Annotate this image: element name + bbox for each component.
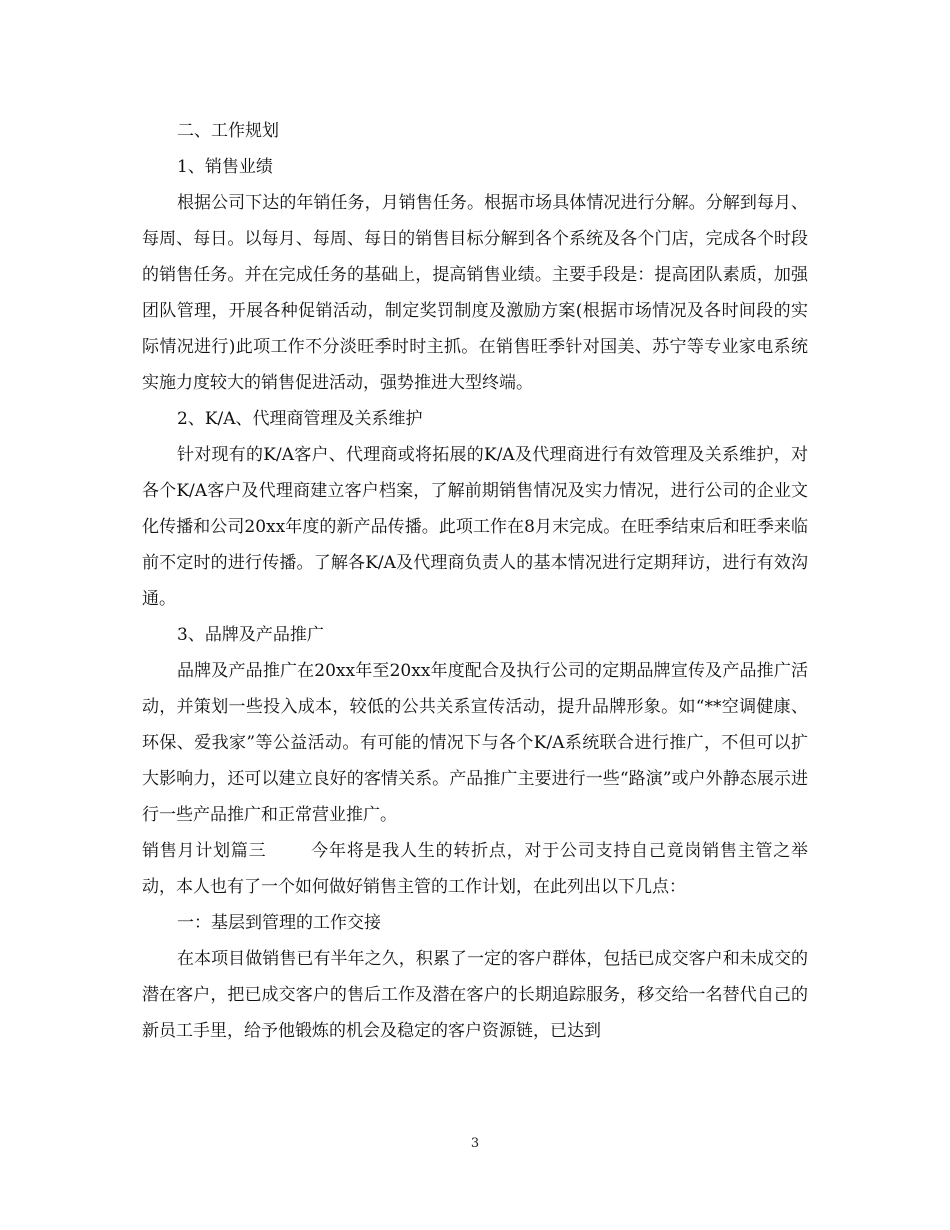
subheading-handover: 一：基层到管理的工作交接 xyxy=(177,913,381,933)
section-title-sales-plan-part-three: 销售月计划篇三 xyxy=(142,841,267,861)
document-body xyxy=(142,113,808,1049)
paragraph-sales-plan-part-three xyxy=(142,833,808,905)
subheading-ka-agent-management: 2、K/A、代理商管理及关系维护 xyxy=(177,409,423,429)
subheading-brand-promotion: 3、品牌及产品推广 xyxy=(177,625,324,645)
paragraph-handover: 在本项目做销售已有半年之久，积累了一定的客户群体，包括已成交客户和未成交的潜在客户，把已成交客户的售后工作及潜在客户的长期追踪服务，移交给一名替代自己的新员工手里，给予他锻炼的机会及稳定的客户资源链，已达到 xyxy=(142,949,808,1041)
heading-work-plan: 二、工作规划 xyxy=(177,121,279,141)
paragraph-ka-agent-management: 针对现有的K/A客户、代理商或将拓展的K/A及代理商进行有效管理及关系维护，对各个K/A客户及代理商建立客户档案，了解前期销售情况及实力情况，进行公司的企业文化传播和公司20xx年度的新产品传播。此项工作在8月末完成。在旺季结束后和旺季来临前不定时的进行传播。了解各K/A及代理商负责人的基本情况进行定期拜访，进行有效沟通。 xyxy=(142,445,808,609)
paragraph-sales-performance: 根据公司下达的年销任务，月销售任务。根据市场具体情况进行分解。分解到每月、每周、每日。以每月、每周、每日的销售目标分解到各个系统及各个门店，完成各个时段的销售任务。并在完成任务的基础上，提高销售业绩。主要手段是：提高团队素质，加强团队管理，开展各种促销活动，制定奖罚制度及激励方案(根据市场情况及各时间段的实际情况进行)此项工作不分淡旺季时时主抓。在销售旺季针对国美、苏宁等专业家电系统实施力度较大的销售促进活动，强势推进大型终端。 xyxy=(142,193,808,393)
paragraph-brand-promotion: 品牌及产品推广在20xx年至20xx年度配合及执行公司的定期品牌宣传及产品推广活动，并策划一些投入成本，较低的公共关系宣传活动，提升品牌形象。如“**空调健康、环保、爱我家”等公益活动。有可能的情况下与各个K/A系统联合进行推广，不但可以扩大影响力，还可以建立良好的客情关系。产品推广主要进行一些“路演”或户外静态展示进行一些产品推广和正常营业推广。 xyxy=(142,661,808,825)
subheading-sales-performance: 1、销售业绩 xyxy=(177,157,273,177)
page-number: 3 xyxy=(470,1136,480,1151)
section-intro-text: 今年将是我人生的转折点，对于公司支持自己竟岗销售主管之举动，本人也有了一个如何做好销售主管的工作计划，在此列出以下几点： xyxy=(142,841,809,897)
